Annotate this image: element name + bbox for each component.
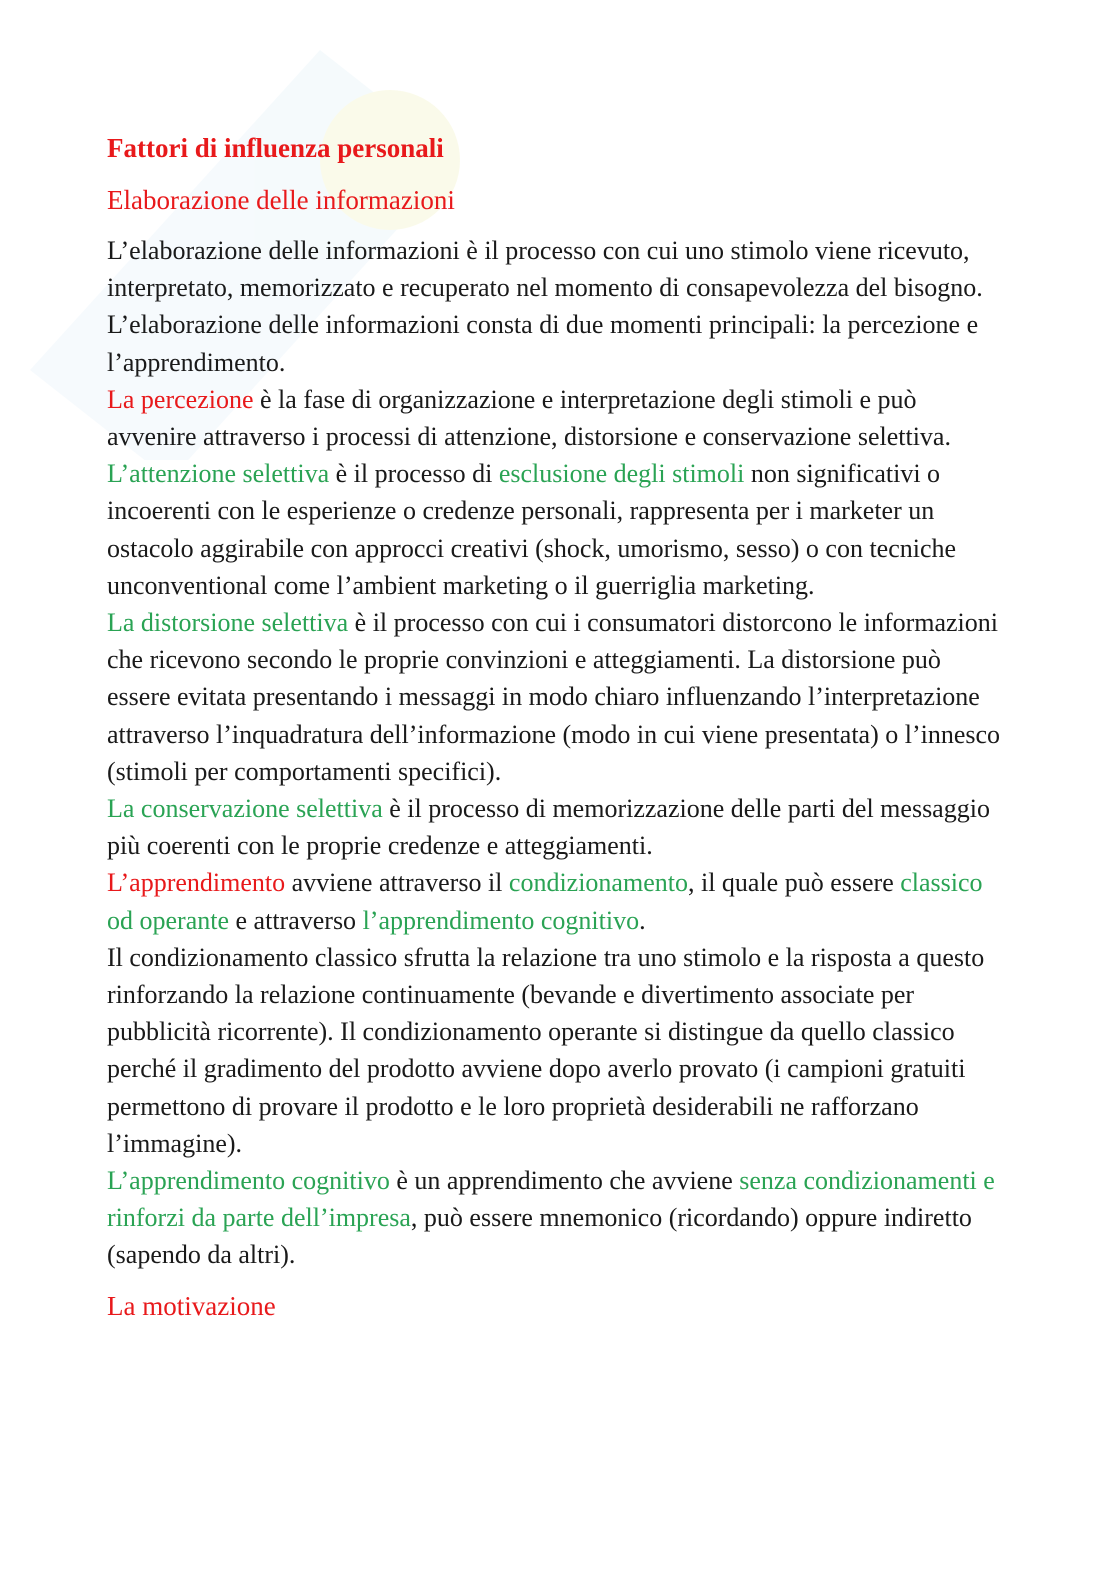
cognitive-text-1: è un apprendimento che avviene bbox=[389, 1166, 740, 1196]
learning-paragraph bbox=[107, 864, 1007, 938]
cognitive-paragraph bbox=[107, 1162, 1007, 1274]
body-text bbox=[107, 232, 1007, 1274]
distortion-text: è il processo con cui i consumatori distorcono le informazioni che ricevono secondo le proprie convinzioni e atteggiamenti. La distorsione può essere evitata presentando i messaggi in modo chiaro influenzando l’interpretazione attraverso l’inquadratura dell’informazione (modo in cui viene presentata) o l’innesco (stimoli per comportamenti specifici). bbox=[107, 608, 1001, 786]
next-section-heading: La motivazione bbox=[107, 1290, 276, 1321]
learning-term-2: condizionamento bbox=[508, 868, 688, 898]
learning-term-3: classico od operante bbox=[107, 868, 983, 935]
learning-text-1: avviene attraverso il bbox=[285, 868, 509, 898]
attention-term-2: esclusione degli stimoli bbox=[498, 459, 745, 489]
conservation-term: La conservazione selettiva bbox=[107, 794, 383, 824]
perception-term: La percezione bbox=[107, 384, 254, 414]
conservation-text: è il processo di memorizzazione delle parti del messaggio più coerenti con le proprie credenze e atteggiamenti. bbox=[107, 794, 990, 861]
cognitive-text-2: , può essere mnemonico (ricordando) oppure indiretto (sapendo da altri). bbox=[107, 1203, 972, 1270]
cognitive-term-2: senza condizionamenti e rinforzi da parte dell’impresa bbox=[107, 1166, 995, 1233]
learning-text-3: e attraverso bbox=[229, 905, 363, 935]
learning-text-2: , il quale può essere bbox=[687, 868, 901, 898]
perception-paragraph bbox=[107, 381, 1007, 455]
learning-text-4: . bbox=[639, 905, 646, 935]
page-title: Fattori di influenza personali bbox=[107, 133, 444, 163]
attention-paragraph bbox=[107, 455, 1007, 604]
attention-text-1: è il processo di bbox=[329, 459, 499, 489]
section-heading: Elaborazione delle informazioni bbox=[107, 185, 455, 215]
intro-paragraph: L’elaborazione delle informazioni è il processo con cui uno stimolo viene ricevuto, interpretato, memorizzato e recuperato nel momento di consapevolezza del bisogno. L’elaborazione delle informazioni consta di due momenti principali: la percezione e l’apprendimento. bbox=[107, 236, 983, 377]
distortion-paragraph bbox=[107, 604, 1007, 790]
distortion-term: La distorsione selettiva bbox=[107, 608, 349, 638]
attention-text-2: non significativi o incoerenti con le esperienze o credenze personali, rappresenta per i marketer un ostacolo aggirabile con approcci creativi (shock, umorismo, sesso) o con tecniche unconventional come l’ambient marketing o il guerriglia marketing. bbox=[107, 459, 957, 600]
perception-text: è la fase di organizzazione e interpretazione degli stimoli e può avvenire attraverso i processi di attenzione, distorsione e conservazione selettiva. bbox=[107, 384, 951, 452]
learning-term-4: l’apprendimento cognitivo bbox=[362, 905, 640, 935]
conditioning-paragraph: Il condizionamento classico sfrutta la relazione tra uno stimolo e la risposta a questo rinforzando la relazione continuamente (bevande e divertimento associate per pubblicità ricorrente). Il condizionamento operante si distingue da quello classico perché il gradimento del prodotto avviene dopo averlo provato (i campioni gratuiti permettono di provare il prodotto e le loro proprietà desiderabili ne rafforzano l’immagine). bbox=[107, 942, 985, 1158]
conservation-paragraph bbox=[107, 790, 1007, 864]
document-page bbox=[107, 128, 1007, 1326]
attention-term: L’attenzione selettiva bbox=[107, 459, 330, 489]
cognitive-term: L’apprendimento cognitivo bbox=[107, 1166, 390, 1196]
learning-term: L’apprendimento bbox=[107, 868, 286, 898]
